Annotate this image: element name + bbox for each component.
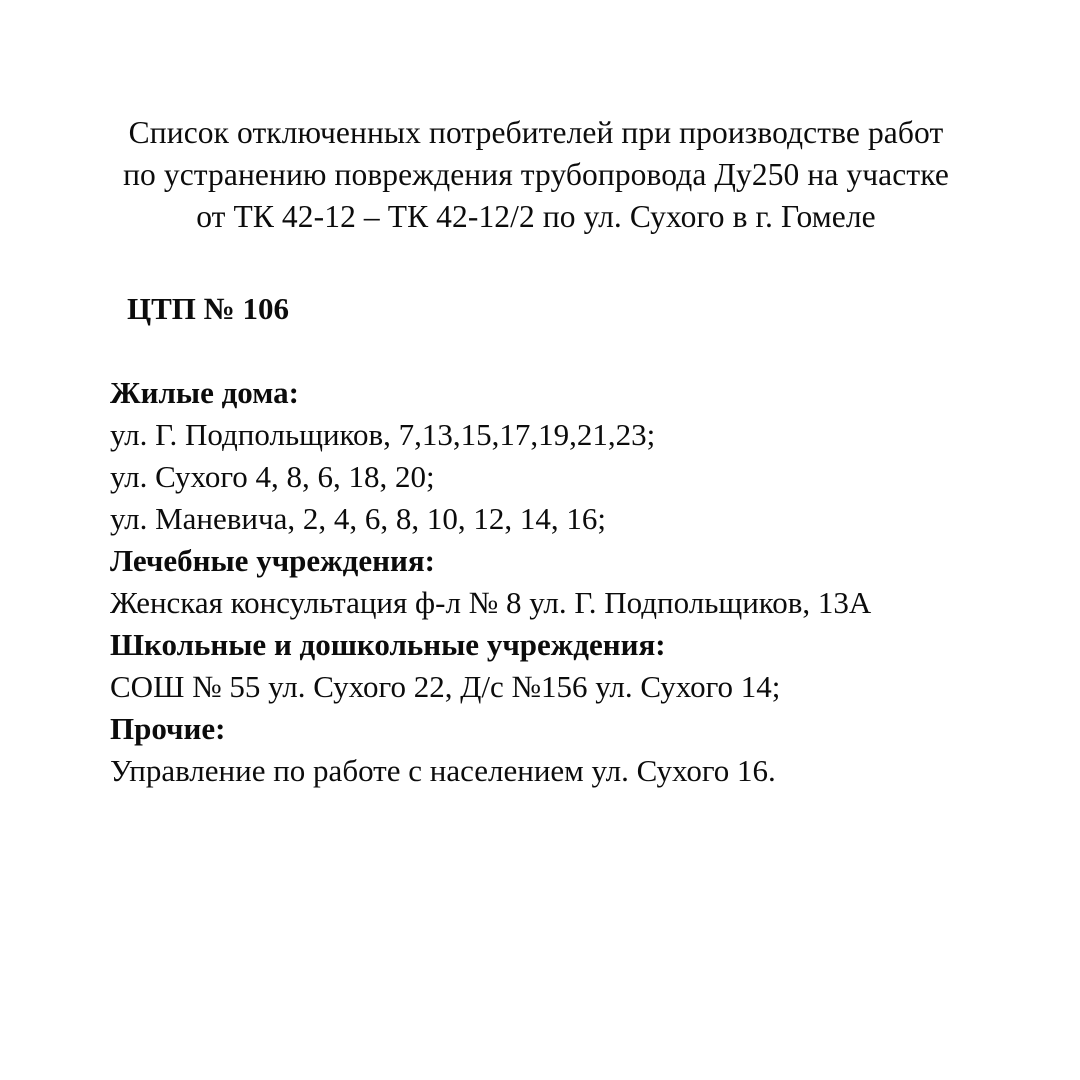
list-category-heading: Жилые дома: [110,375,299,410]
document-title [60,112,1012,238]
list-item: ул. Маневича, 2, 4, 6, 8, 10, 12, 14, 16; [110,501,606,536]
title-line-2: по устранению повреждения трубопровода Ду250 на участке [123,157,949,192]
list-item: Женская консультация ф-л № 8 ул. Г. Подпольщиков, 13А [110,585,872,620]
title-line-1: Список отключенных потребителей при производстве работ [128,115,944,150]
list-item: ул. Г. Подпольщиков, 7,13,15,17,19,21,23; [110,417,656,452]
list-item: ул. Сухого 4, 8, 6, 18, 20; [110,459,435,494]
list-item: СОШ № 55 ул. Сухого 22, Д/с №156 ул. Сухого 14; [110,669,781,704]
consumer-list [110,372,1050,792]
list-category-heading: Прочие: [110,711,226,746]
section-heading-ctp: ЦТП № 106 [127,291,290,326]
list-category-heading: Школьные и дошкольные учреждения: [110,627,666,662]
title-line-3: от ТК 42-12 – ТК 42-12/2 по ул. Сухого в г. Гомеле [196,199,876,234]
list-category-heading: Лечебные учреждения: [110,543,435,578]
list-item: Управление по работе с населением ул. Сухого 16. [110,753,776,788]
